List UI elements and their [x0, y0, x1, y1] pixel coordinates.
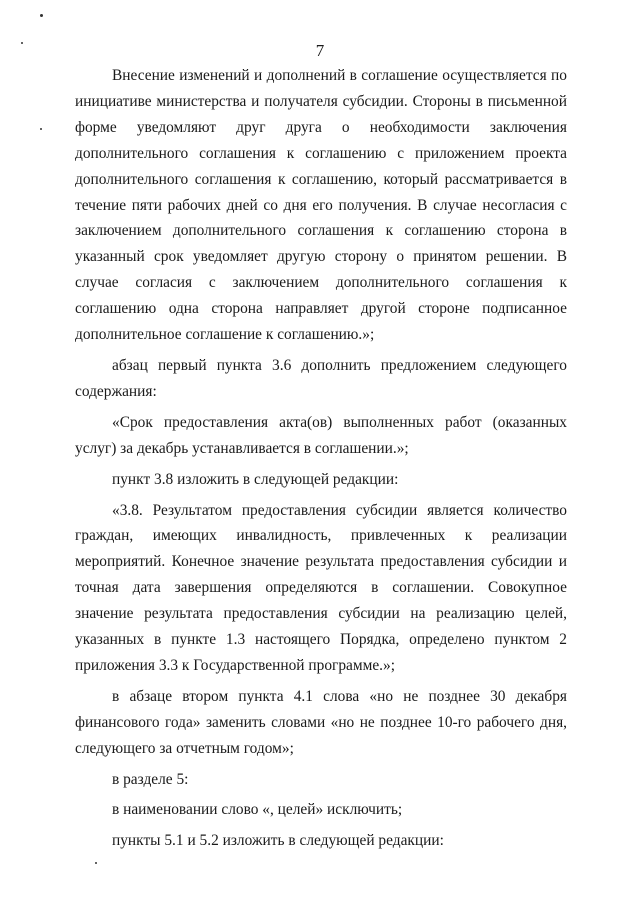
paragraph-result-3-8: «3.8. Результатом предоставления субсидии является количество граждан, имеющих инвалидность, привлеченных к реализации мероприятий. Конечное значение результата предоставления субсидии и точная дата завершения определяются в соглашении. Совокупное значение результата предоставления субсидии на реализацию целей, указанных в пункте 1.3 настоящего Порядка, определено пунктом 2 приложения 3.3 к Государственной программе.»;: [75, 501, 567, 674]
paragraph-section-5: в разделе 5:: [112, 770, 189, 788]
paragraph-act-deadline: «Срок предоставления акта(ов) выполненных работ (оказанных услуг) за декабрь устанавливается в соглашении.»;: [75, 413, 567, 457]
document-body: [75, 63, 567, 854]
paragraph-amendment-procedure: Внесение изменений и дополнений в соглашение осуществляется по инициативе министерства и получателя субсидии. Стороны в письменной форме уведомляют друг друга о необходимости заключения дополнительного соглашения к соглашению с приложением проекта дополнительного соглашения к соглашению, который рассматривается в течение пяти рабочих дней со дня его получения. В случае несогласия с заключением дополнительного соглашения к соглашению сторона в указанный срок уведомляет другую сторону о принятом решении. В случае согласия с заключением дополнительного соглашения к соглашению одна сторона направляет другой стороне подписанное дополнительное соглашение к соглашению.»;: [75, 67, 567, 344]
scan-speck: [95, 862, 97, 864]
paragraph-item-4-1: в абзаце втором пункта 4.1 слова «но не позднее 30 декабря финансового года» заменить словами «но не позднее 10-го рабочего дня, следующего за отчетным годом»;: [75, 687, 567, 757]
paragraph-section-5-title: в наименовании слово «, целей» исключить;: [112, 801, 403, 819]
page-number: 7: [315, 41, 325, 60]
scan-speck: [21, 42, 23, 44]
paragraph-items-5-1-5-2: пункты 5.1 и 5.2 изложить в следующей редакции:: [112, 832, 444, 850]
paragraph-item-3-8: пункт 3.8 изложить в следующей редакции:: [112, 470, 399, 488]
scan-speck: [40, 128, 42, 130]
scan-speck: [40, 14, 43, 17]
paragraph-item-3-6: абзац первый пункта 3.6 дополнить предложением следующего содержания:: [75, 356, 567, 400]
